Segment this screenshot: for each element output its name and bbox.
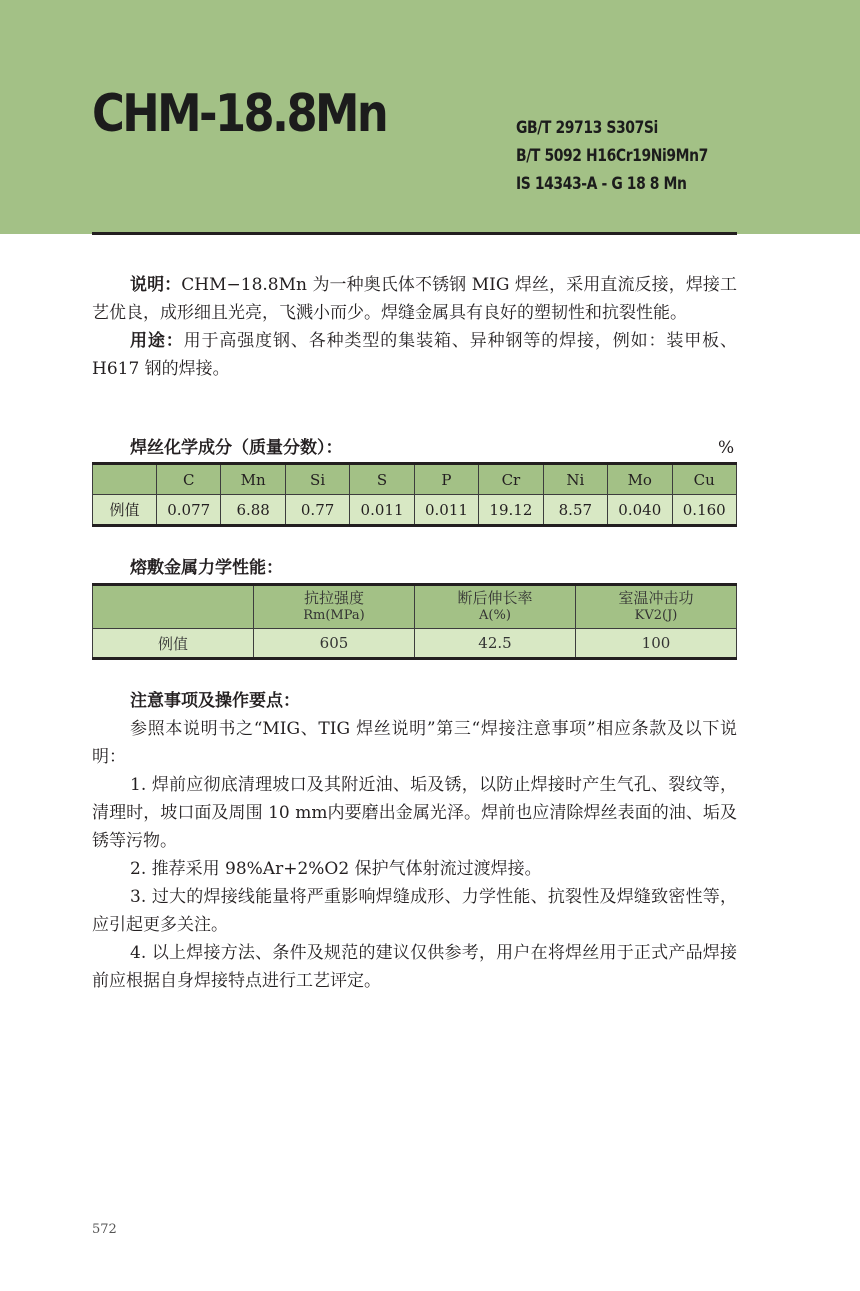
standard-is: IS 14343-A - G 18 8 Mn: [516, 174, 687, 194]
mechanical-col-tensile: [254, 585, 415, 629]
chemical-col-si: Si: [285, 464, 349, 495]
standards-list: [516, 114, 708, 198]
header-rule: [92, 232, 737, 235]
mechanical-heading: 熔敷金属力学性能：: [130, 558, 283, 578]
chemical-cell: 0.77: [285, 495, 349, 526]
mechanical-header-row: [93, 585, 737, 629]
description-label: 说明：: [130, 275, 182, 295]
usage-label: 用途：: [130, 331, 184, 351]
mechanical-col-impact: [576, 585, 737, 629]
chemical-col-cr: Cr: [479, 464, 543, 495]
mechanical-cell: 100: [576, 629, 737, 659]
tensile-name: 抗拉强度: [303, 589, 364, 607]
note-item-4: 4. 以上焊接方法、条件及规范的建议仅供参考，用户在将焊丝用于正式产品焊接前应根据自身焊接特点进行工艺评定。: [92, 943, 737, 991]
chemical-cell: 0.011: [414, 495, 478, 526]
mechanical-cell: 605: [254, 629, 415, 659]
chemical-unit: %: [718, 438, 735, 458]
chemical-value-row: [93, 495, 737, 526]
impact-unit: KV2(J): [634, 608, 678, 623]
notes-body: [92, 715, 737, 995]
chemical-cell: 0.160: [672, 495, 737, 526]
chemical-cell: 8.57: [543, 495, 607, 526]
mechanical-table: [92, 583, 737, 660]
chemical-heading: 焊丝化学成分（质量分数）：: [130, 438, 343, 458]
chemical-col-s: S: [350, 464, 414, 495]
description-text: CHM−18.8Mn 为一种奥氏体不锈钢 MIG 焊丝，采用直流反接，焊接工艺优良，成形细且光亮，飞溅小而少。焊缝金属具有良好的塑韧性和抗裂性能。: [92, 275, 737, 323]
chemical-cell: 0.040: [608, 495, 672, 526]
mechanical-row-label: 例值: [93, 629, 254, 659]
mechanical-cell: 42.5: [415, 629, 576, 659]
notes-intro: 参照本说明书之“MIG、TIG 焊丝说明”第三“焊接注意事项”相应条款及以下说明：: [92, 719, 737, 767]
standard-bt: B/T 5092 H16Cr19Ni9Mn7: [516, 146, 708, 166]
chemical-col-cu: Cu: [672, 464, 737, 495]
chemical-table: [92, 462, 737, 527]
chemical-col-mn: Mn: [221, 464, 285, 495]
page-number: 572: [92, 1222, 117, 1237]
description-paragraph: [92, 271, 737, 327]
chemical-cell: 0.011: [350, 495, 414, 526]
notes-heading: 注意事项及操作要点：: [130, 691, 300, 711]
product-title: CHM-18.8Mn: [92, 84, 387, 144]
chemical-col-ni: Ni: [543, 464, 607, 495]
chemical-row-label: 例值: [93, 495, 157, 526]
note-item-3: 3. 过大的焊接线能量将严重影响焊缝成形、力学性能、抗裂性及焊缝致密性等，应引起更多关注。: [92, 887, 737, 935]
mechanical-col-blank: [93, 585, 254, 629]
elongation-unit: A(%): [479, 608, 511, 623]
mechanical-value-row: [93, 629, 737, 659]
chemical-col-blank: [93, 464, 157, 495]
tensile-unit: Rm(MPa): [303, 608, 365, 623]
usage-paragraph: [92, 327, 737, 383]
impact-name: 室温冲击功: [618, 589, 694, 607]
chemical-header-row: [93, 464, 737, 495]
standard-gb: GB/T 29713 S307Si: [516, 118, 658, 138]
mechanical-col-elongation: [415, 585, 576, 629]
intro-text: [92, 271, 737, 383]
chemical-col-mo: Mo: [608, 464, 672, 495]
chemical-cell: 19.12: [479, 495, 543, 526]
usage-text: 用于高强度钢、各种类型的集装箱、异种钢等的焊接，例如：装甲板、H617 钢的焊接。: [92, 331, 738, 379]
note-item-2: 2. 推荐采用 98%Ar+2%O2 保护气体射流过渡焊接。: [130, 859, 542, 879]
note-item-1: 1. 焊前应彻底清理坡口及其附近油、垢及锈，以防止焊接时产生气孔、裂纹等，清理时，坡口面及周围 10 mm内要磨出金属光泽。焊前也应清除焊丝表面的油、垢及锈等污物。: [92, 775, 737, 851]
chemical-cell: 0.077: [157, 495, 221, 526]
chemical-col-p: P: [414, 464, 478, 495]
chemical-col-c: C: [157, 464, 221, 495]
chemical-cell: 6.88: [221, 495, 285, 526]
elongation-name: 断后伸长率: [457, 589, 533, 607]
